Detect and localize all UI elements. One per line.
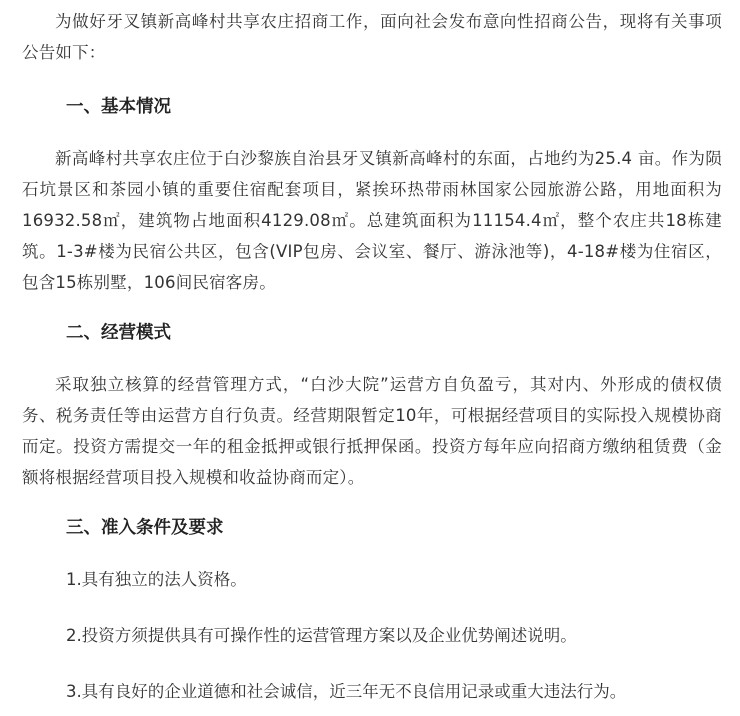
- requirement-item: 3.具有良好的企业道德和社会诚信，近三年无不良信用记录或重大违法行为。: [66, 682, 627, 701]
- section-heading-basic-info: 一、基本情况: [66, 97, 171, 117]
- basic-info-paragraph: 新高峰村共享农庄位于白沙黎族自治县牙叉镇新高峰村的东面，占地约为25.4 亩。作为陨石坑景区和茶园小镇的重要住宿配套项目，紧挨环热带雨林国家公园旅游公路，用地面积为16932.58㎡，建筑物占地面积4129.08㎡。总建筑面积为11154.4㎡，整个农庄共18栋建筑。1-3#楼为民宿公共区，包含(VIP包房、会议室、餐厅、游泳池等)，4-18#楼为住宿区，包含15栋别墅，106间民宿客房。: [22, 149, 722, 292]
- intro-paragraph: 为做好牙叉镇新高峰村共享农庄招商工作，面向社会发布意向性招商公告，现将有关事项公告如下：: [22, 12, 722, 62]
- requirement-item: 1.具有独立的法人资格。: [66, 570, 247, 589]
- requirement-item: 2.投资方须提供具有可操作性的运营管理方案以及企业优势阐述说明。: [66, 626, 577, 645]
- section-heading-business-model: 二、经营模式: [66, 323, 171, 343]
- section-heading-requirements: 三、准入条件及要求: [66, 518, 224, 538]
- business-model-paragraph: 采取独立核算的经营管理方式，“白沙大院”运营方自负盈亏，其对内、外形成的债权债务、税务责任等由运营方自行负责。经营期限暂定10年，可根据经营项目的实际投入规模协商而定。投资方需提交一年的租金抵押或银行抵押保函。投资方每年应向招商方缴纳租赁费（金额将根据经营项目投入规模和收益协商而定）。: [22, 375, 722, 487]
